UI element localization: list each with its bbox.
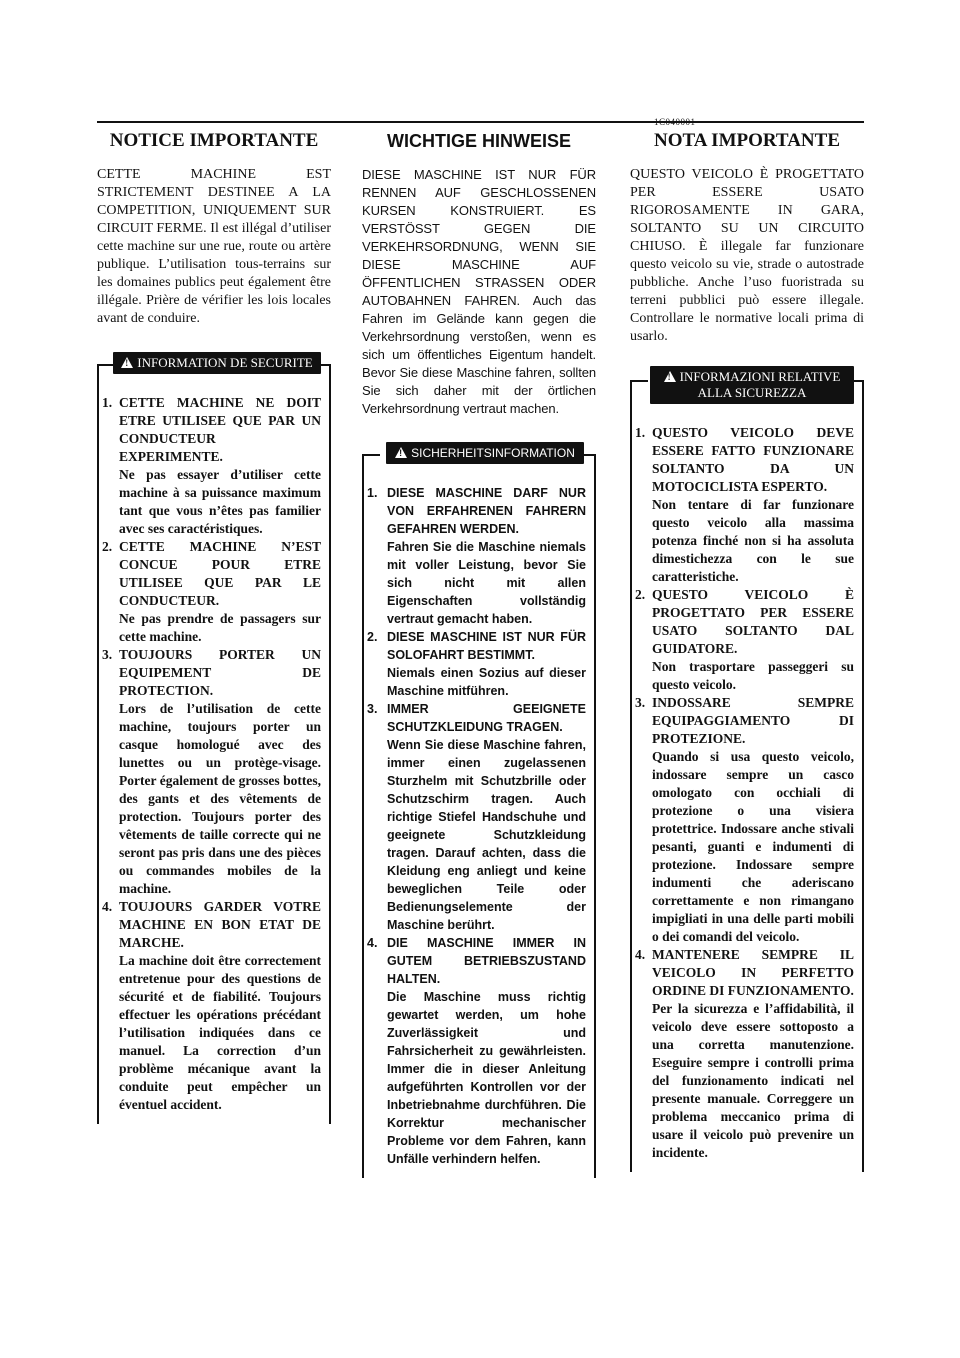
section-title-italian: NOTA IMPORTANTE — [653, 130, 840, 151]
list-item: 4. MANTENERE SEMPRE IL VEICOLO IN PERFETTO ORDINE DI FUNZIONAMENTO. Per la sicurezza e l’affidabilità, il veicolo deve essere sottoposto a una corretta manutenzione. Eseguire sempre i controlli prima del funzionamento indicati nel presente manuale. Correggere un problema meccanico prima di usare il veicolo può prevenire un incidente. — [635, 947, 854, 1160]
section-title-german: WICHTIGE HINWEISE — [387, 131, 571, 151]
safety-list-italian — [635, 424, 854, 1162]
safety-banner-italian: !INFORMAZIONI RELATIVE ALLA SICUREZZA — [650, 366, 854, 404]
safety-banner-german: !SICHERHEITSINFORMATION — [386, 442, 584, 464]
column-french — [97, 124, 331, 1124]
intro-paragraph-french: CETTE MACHINE EST STRICTEMENT DESTINEE A LA COMPETITION, UNIQUEMENT SUR CIRCUIT FERME. Il est illégal d’utiliser cette machine sur une rue, route ou artère publique. L’utilisation tous-terrains sur les domaines publics peut également être illégale. Prière de vérifier les lois locales avant de conduire. — [97, 167, 331, 326]
warning-icon — [121, 357, 133, 368]
intro-paragraph-italian: QUESTO VEICOLO È PROGETTATO PER ESSERE USATO RIGOROSAMENTE IN GARA, SOLTANTO SU UN CIRCUITO CHIUSO. È illegale far funzionare questo veicolo su vie, strade o autostrade pubbliche. Anche l’uso fuoristrada su terreni pubblici può essere illegale. Controllare le normative locali prima di usarlo. — [630, 167, 864, 344]
safety-box-french — [97, 355, 331, 1124]
list-item: 2. DIESE MASCHINE IST NUR FÜR SOLOFAHRT BESTIMMT. Niemals einen Sozius auf dieser Maschine mitführen. — [367, 630, 586, 698]
list-item: 1. QUESTO VEICOLO DEVE ESSERE FATTO FUNZIONARE SOLTANTO DA UN MOTOCICLISTA ESPERTO. Non tentare di far funzionare questo veicolo alla massima potenza finché non si ha assoluta dimestichezza con le sue caratteristiche. — [635, 425, 854, 584]
list-item: 2. CETTE MACHINE N’EST CONCUE POUR ETRE UTILISEE QUE PAR LE CONDUCTEUR. Ne pas prendre de passagers sur cette machine. — [102, 539, 321, 644]
list-item: 4. TOUJOURS GARDER VOTRE MACHINE EN BON ETAT DE MARCHE. La machine doit être correctement entretenue pour des questions de sécurité et de fiabilité. Toujours effectuer les opérations précédant l’utilisation indiquées dans ce manuel. La correction d’un problème mécanique avant la conduite peut empêcher un éventuel accident. — [102, 899, 321, 1112]
column-italian — [630, 124, 864, 1172]
list-item: 1. DIESE MASCHINE DARF NUR VON ERFAHRENEN FAHRERN GEFAHREN WERDEN. Fahren Sie die Maschine niemals mit voller Leistung, bevor Sie sich nicht mit allen Eigenschaften vollständig vertraut gemacht haben. — [367, 486, 586, 626]
safety-banner-french: !INFORMATION DE SECURITE — [113, 352, 321, 374]
list-item: 3. TOUJOURS PORTER UN EQUIPEMENT DE PROTECTION. Lors de l’utilisation de cette machine, toujours porter un casque homologué avec des lunettes ou un protège-visage. Porter également de grosses bottes, des gants et des vêtements de protection. Toujours porter des vêtements de taille correcte qui ne seront pas pris dans une des pièces ou commandes mobiles de la machine. — [102, 647, 321, 896]
list-item: 3. IMMER GEEIGNETE SCHUTZKLEIDUNG TRAGEN. Wenn Sie diese Maschine fahren, immer einen zugelassenen Sturzhelm mit Schutzbrille oder Schutzschirm tragen. Auch richtige Stiefel Handschuhe und geeignete Schutzkleidung tragen. Darauf achten, dass die Kleidung eng anliegt und keine beweglichen Teile oder Bedienungselemente der Maschine berührt. — [367, 702, 586, 932]
warning-icon — [664, 371, 676, 382]
safety-list-german — [367, 484, 586, 1168]
list-item: 2. QUESTO VEICOLO È PROGETTATO PER ESSERE USATO SOLTANTO DAL GUIDATORE. Non trasportare passeggeri su questo veicolo. — [635, 587, 854, 692]
list-item: 3. INDOSSARE SEMPRE EQUIPAGGIAMENTO DI PROTEZIONE. Quando si usa questo veicolo, indossare sempre un casco omologato con occhiali di protezione o una visiera protettrice. Indossare anche stivali pesanti, guanti e indumenti di protezione. Indossare sempre indumenti che aderiscano correttamente e non rimangano impigliati in una delle parti mobili o dei comandi del veicolo. — [635, 695, 854, 944]
section-title-french: NOTICE IMPORTANTE — [109, 130, 319, 151]
warning-icon — [395, 447, 407, 458]
safety-list-french — [102, 394, 321, 1114]
header-rule — [97, 121, 864, 123]
list-item: 4. DIE MASCHINE IMMER IN GUTEM BETRIEBSZUSTAND HALTEN. Die Maschine muss richtig gewartet werden, um hohe Zuverlässigkeit und Fahrsicherheit zu gewährleisten. Immer die in dieser Anleitung aufgeführten Kontrollen vor der Inbetriebnahme durchführen. Die Korrektur mechanischer Probleme vor dem Fahren, kann Unfälle verhindern helfen. — [367, 936, 586, 1166]
column-german — [362, 124, 596, 1178]
list-item: 1. CETTE MACHINE NE DOIT ETRE UTILISEE QUE PAR UN CONDUCTEUR EXPERIMENTE. Ne pas essayer d’utiliser cette machine à sa puissance maximum tant que vous n’êtes pas familier avec ses caractéristiques. — [102, 395, 321, 536]
safety-box-italian — [630, 369, 864, 1172]
intro-paragraph-german: DIESE MASCHINE IST NUR FÜR RENNEN AUF GESCHLOSSENEN KURSEN KONSTRUIERT. ES VERSTÖSST GEGEN DIE VERKEHRSORDNUNG, WENN SIE DIESE MASCHINE AUF ÖFFENTLICHEN STRASSEN ODER AUTOBAHNEN FAHREN. Auch das Fahren im Gelände kann gegen die Verkehrsordnung verstoßen, wenn es sich um öffentliches Eigentum handelt. Bevor Sie diese Maschine fahren, sollten Sie sich daher mit der örtlichen Verkehrsordnung vertraut machen. — [362, 167, 596, 416]
safety-box-german — [362, 446, 596, 1178]
